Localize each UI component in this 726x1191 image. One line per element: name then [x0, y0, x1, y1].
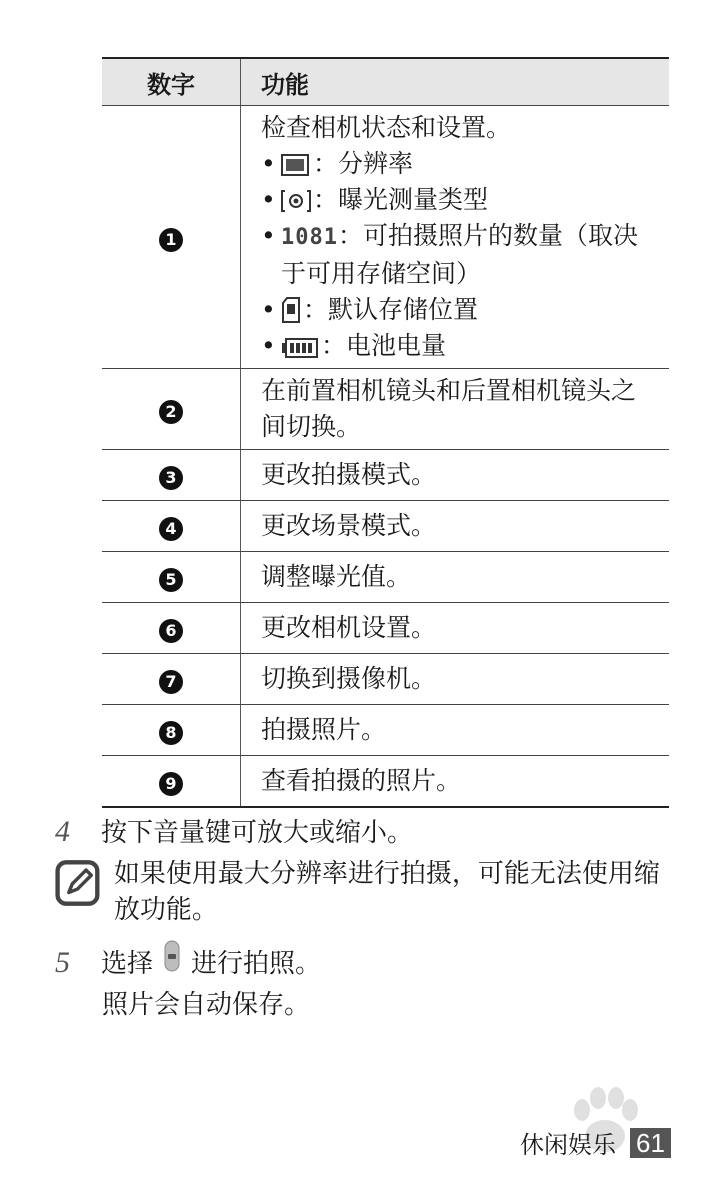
header-function: 功能	[241, 58, 670, 106]
row-description: 更改拍摄模式。	[241, 450, 670, 501]
metering-icon	[281, 189, 311, 213]
note-text: 如果使用最大分辨率进行拍摄，可能无法使用缩放功能。	[113, 859, 660, 925]
note-box	[55, 856, 675, 928]
note-pencil-icon	[55, 856, 100, 910]
row-number: 8	[159, 721, 183, 745]
row-description: 更改相机设置。	[241, 603, 670, 654]
resolution-icon	[281, 153, 311, 177]
list-item: • ：电池电量	[261, 331, 447, 360]
row-description: 更改场景模式。	[241, 501, 670, 552]
photo-count-value: 1081	[281, 225, 338, 250]
footer-section: 休闲娱乐	[520, 1131, 616, 1159]
row-description: 在前置相机镜头和后置相机镜头之间切换。	[241, 369, 670, 450]
list-item: • ：默认存储位置	[261, 295, 479, 324]
row-number: 6	[159, 619, 183, 643]
camera-shutter-icon	[159, 940, 185, 972]
row-number: 2	[159, 400, 183, 424]
row-number: 3	[159, 466, 183, 490]
header-number: 数字	[102, 58, 241, 106]
step-5-result: 照片会自动保存。	[102, 990, 311, 1020]
page-number: 61	[630, 1128, 671, 1158]
function-table	[102, 57, 669, 808]
row-number: 9	[159, 772, 183, 796]
row-description: 切换到摄像机。	[241, 654, 670, 705]
footer	[520, 1125, 671, 1160]
step-text: 按下音量键可放大或缩小。	[101, 818, 414, 848]
step-number: 4	[55, 815, 70, 848]
list-item: • ：曝光测量类型	[261, 185, 489, 214]
step-text-before: 选择	[101, 949, 154, 979]
row-description: 调整曝光值。	[241, 552, 670, 603]
row-number: 1	[159, 228, 183, 252]
list-item: • 1081：可拍摄照片的数量（取决于可用存储空间）	[261, 221, 638, 288]
step-number: 5	[55, 946, 70, 979]
sd-card-icon	[281, 297, 301, 323]
step-4	[55, 812, 413, 849]
step-5	[55, 940, 321, 980]
row-number: 7	[159, 670, 183, 694]
row-number: 5	[159, 568, 183, 592]
row-description: 拍摄照片。	[241, 705, 670, 756]
row-number: 4	[159, 517, 183, 541]
step-text-after: 进行拍照。	[191, 949, 322, 979]
row-description: 查看拍摄的照片。	[241, 756, 670, 807]
row-description: 检查相机状态和设置。	[261, 113, 512, 142]
list-item: • ：分辨率	[261, 149, 414, 178]
battery-icon	[281, 337, 319, 359]
